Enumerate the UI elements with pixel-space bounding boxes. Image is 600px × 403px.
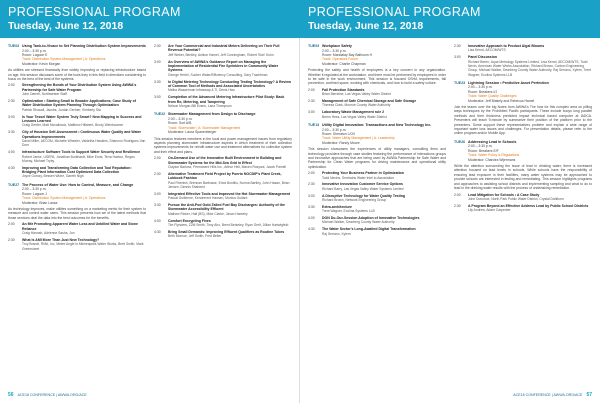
talk-time: 4:00: [154, 218, 161, 223]
session-block: [154, 44, 292, 108]
talk-item: [154, 219, 292, 228]
talk-body: [22, 222, 146, 235]
session-title: Utility Digital Innovation: Transactions and New Technology Inc.: [322, 122, 432, 127]
talk-authors: Troy Brandt, RMA, Inc, Melee Angle in Minneapolis Water Works, Brett Smith, Mark Greensheet: [22, 242, 144, 251]
right-col-1: [308, 44, 446, 374]
talk-authors: Lisa Kernd, AECOM/WTS: [468, 48, 506, 53]
talk-time: 2:30: [308, 182, 315, 187]
session-block: [8, 44, 146, 179]
session-moderator: Moderator: Brian Lanza: [22, 200, 58, 205]
talk-item: [308, 182, 446, 191]
session-moderator: Moderator: Chandra Wijermans: [468, 157, 516, 162]
talk-title: An Overview of AWWA's Guidance Report on Managing the Implementation of Residential Fire Sprinklers in Community Water Systems: [168, 59, 279, 73]
session-code: TUE27: [8, 182, 20, 187]
talk-item: [8, 130, 146, 147]
session-moderator: Moderator: Laura Spanenberger: [168, 130, 217, 135]
talk-title: What Is AMI More Than Just New Technology?: [22, 237, 100, 242]
talk-body: [22, 150, 146, 163]
talk-time: 2:00: [308, 171, 315, 176]
page-number: 56: [8, 392, 14, 398]
program-date: Tuesday, June 12, 2018: [8, 20, 124, 32]
talk-body: [168, 60, 292, 78]
talk-time: 3:30: [154, 79, 161, 84]
talk-time: 3:00: [454, 55, 461, 60]
talk-authors: Trent Wagner, Ecolina Systems LLB: [322, 209, 375, 214]
talk-title: Protecting Your Business Partner in Optimization: [322, 171, 404, 176]
talk-title: Panel Discussion: [468, 55, 497, 60]
session-track: Track: Distribution System Management | A: Operations: [22, 57, 106, 62]
right-columns: [300, 44, 600, 374]
talk-body: [168, 44, 292, 57]
left-banner: [0, 0, 300, 38]
talk-time: 2:30: [308, 99, 315, 104]
talk-item: [8, 222, 146, 235]
session-room: Room: Mandalay Bay Ballroom H: [322, 53, 373, 57]
talk-time: 3:00: [8, 114, 15, 119]
talk-title: City of Houston Self-Assessment • Continuous Water Quality and Water Operations Improvements: [22, 130, 142, 139]
right-page: [300, 0, 600, 403]
talk-item: [154, 172, 292, 189]
talk-title: Optimization • Starting Small to Broader Applications; Case Study of Water Distribution System Planning Through Optimization: [22, 99, 136, 108]
talk-authors: Richard Barry, Las Vegas Valley Water Systems Limited: [322, 186, 404, 191]
session-info: [322, 123, 446, 145]
talk-body: [322, 110, 446, 119]
program-title: PROFESSIONAL PROGRAM: [8, 5, 181, 19]
session-code: TUE13: [308, 122, 320, 127]
talk-title: Integrated Effective Tools and Improved the Hot Stormwater Management: [168, 191, 291, 196]
session-info: [322, 44, 446, 66]
talk-item: [8, 99, 146, 112]
talk-item: [8, 115, 146, 128]
session-description: Protecting the safety and health of employees is a key concern in any organization. Whether it regulated at the workstation, and there must be performed by employees in order to be safe in the work environment. This session is focused OSHA requirements, fall prevention, confined space, working with chemicals, and how to build a safety culture.: [308, 68, 446, 86]
talk-item: [308, 99, 446, 108]
talk-title: Pursue the Anti-Pod Gold-Tailed Fuel Bay Discharges: Authority of the Stormwater Accessibility Effluent: [168, 202, 285, 212]
session-info: [22, 44, 146, 66]
talk-body: [322, 182, 446, 191]
session-time: 2:00 – 3:30 p.m.: [468, 85, 493, 90]
session-room: Room: Lagoon J: [22, 191, 47, 196]
talk-title: Innovative Innovation Customer Service Options: [322, 182, 403, 187]
session-time: 2:00 – 3:30 p.m.: [468, 144, 493, 149]
talk-body: [168, 156, 292, 169]
session-header: [8, 183, 146, 205]
session-time: 2:00 – 3:30 p.m.: [168, 116, 193, 121]
session-block: [308, 44, 446, 119]
talk-authors: Beth Monroe, Jeff Smith, Fred Beller: [168, 234, 222, 239]
talk-item: [454, 193, 592, 202]
talk-item: [154, 192, 292, 201]
talk-item: [154, 60, 292, 78]
session-description: This session showcases the experiences of utility managers, consulting firms and technology providers through case studies featuring the performance of interactions groups and innovative approaches that are being used by AWWA Partnership for Safe Water and Partnership for Clean Water programs for driving maintenance and operational utility optimization.: [308, 147, 446, 169]
session-track: Track: Stormwater | A: Stormwater Management: [168, 125, 241, 130]
session-header: [454, 81, 592, 103]
talk-body: [468, 55, 592, 77]
talk-authors: David Miller, AECOM, Michelle Wheeler, Valdetha Hawkins, Shannon Rodriguez-Van Dorn: [22, 139, 146, 148]
session-info: [468, 140, 592, 162]
session-time: 2:00 – 3:30 p.m.: [322, 48, 347, 53]
talk-time: 4:30: [308, 227, 315, 232]
session-title: Stormwater Management from Design to Discharge: [168, 112, 256, 117]
session-title: The Process of Water Use: How to Control, Measure, and Change: [22, 182, 134, 187]
talk-time: 2:30: [8, 99, 15, 104]
talk-authors: Lily Andrew, Adam Carpenter: [468, 208, 511, 213]
talk-title: Innovative Approach to Product Algal Blooms: [468, 44, 545, 48]
talk-authors: George Hertel, Sucher Water/Efficiency Consulting, Gary Trachtman: [168, 72, 268, 77]
right-col-2: [454, 44, 592, 374]
talk-authors: Robert Janke, USEPA, Jonathan Burkhardt, Mike Ernst, Terra Haxton, Regan Murray, Michael Tryby: [22, 154, 135, 163]
session-block: [308, 123, 446, 236]
talk-title: Improving and Transforming Data Collection and Tool Reputation: Bridging Plant Information Cost Optimized Data Collection: [22, 165, 132, 175]
session-time: 2:00 – 3:30 p.m.: [22, 48, 47, 53]
session-block: [454, 140, 592, 213]
talk-body: [22, 238, 146, 251]
talk-body: [468, 193, 592, 202]
talk-authors: Richard Brown, Network Engineering Group: [322, 198, 387, 203]
talk-body: [168, 192, 292, 201]
talk-body: [322, 88, 446, 97]
talk-time: 3:00: [308, 193, 315, 198]
session-title: Workplace Safety: [322, 44, 352, 48]
session-title: Lightning Session • Predictive Asset Perfection: [468, 80, 549, 85]
program-date: Tuesday, June 12, 2018: [308, 20, 424, 32]
talk-item: [8, 83, 146, 96]
talk-time: 3:30: [8, 130, 15, 135]
talk-body: [168, 95, 292, 108]
talk-authors: Richard Beren, Aqua Metrology Systems Limited, Lisa Kernd, AECOM/WTS, Todd Nevin, American Water Works Association, Richard Brown, Carbon Engineering Group, Michael Walker, Dearberg County Water Authority, Raj Serrano, Xylem, Trent Wagner, Ecolina Systems LLB: [468, 59, 592, 77]
talk-authors: Raj Serrano, Xylem: [322, 231, 351, 236]
session-block: [154, 112, 292, 238]
talk-authors: Pascal Guillerme, Kendrerent Hansen, Monica Gullard: [168, 196, 248, 201]
talk-body: [322, 171, 446, 180]
talk-body: [322, 99, 446, 108]
left-footer: [0, 391, 300, 399]
talk-authors: John Darrell, Northwester Staff: [22, 92, 68, 97]
session-description: Join the teams over the big Notes from AWWA's The how for this complex area on pilling ways techniques by the Prohibited Pacific participants. These include buoys long parallel methods and their thickness predicted impact technical based computer at IADCA. Presenters will teach 9-minute by summarize their position of the platform prior to the presenters. Some support these representatives problem and explain a wide range of important water loss issues and challenges. For presentation details, please refer to the online program and/or Mobile App.: [454, 105, 592, 136]
talk-body: [322, 194, 446, 203]
talk-time: 3:00: [154, 59, 161, 64]
session-code: TUE23: [454, 80, 466, 85]
session-track: Track: Water Utility Management | A: Leadership: [322, 136, 395, 141]
talk-title: Infrastructure Software Tools to Support Water Security and Resilience: [22, 150, 141, 155]
session-info: [468, 81, 592, 103]
talk-item: [154, 80, 292, 93]
talk-body: [468, 44, 592, 53]
talk-time: 2:00: [8, 222, 15, 227]
session-block: [454, 81, 592, 136]
left-col-2: [154, 44, 292, 374]
session-room: Room: Breakers I/J: [468, 89, 498, 94]
talk-item: [154, 230, 292, 239]
talk-authors: Michael Walker, Dearberg County Water Authority: [322, 220, 395, 225]
session-description: As utilities are stressed financially from widely improving or replacing infrastructure based on age, this session discusses some of the tools they in this field in directions considering to focus on the best of the best of the systems.: [8, 68, 146, 82]
talk-authors: Paul Rhenish, Brennan Barbusse, Erica Bontiliu, Norma Bartley, John Hasan, Brian Jensen, Dennis Shaheed: [168, 180, 290, 189]
page-number: 57: [586, 392, 592, 398]
talk-item: [454, 204, 592, 213]
session-title: Addressing Lead in Schools: [468, 139, 517, 144]
talk-title: Extra-architecture: [322, 204, 352, 209]
talk-time: 3:00: [154, 191, 161, 196]
talk-time: 2:30: [154, 44, 161, 48]
talk-item: [154, 156, 292, 169]
talk-time: 2:00: [154, 156, 161, 161]
talk-item: [308, 194, 446, 203]
talk-title: Alternative Treatment Field Project by Puerto NOCDIP's Plant Creek, Lubbock Fashion: [168, 171, 282, 181]
talk-authors: Nelson Morgan-Bill Evans, Lana Thompson: [168, 104, 232, 109]
talk-item: [308, 171, 446, 180]
talk-authors: Joyce Gorcsy, Bessen Wuhe, Gareth Nigh: [22, 174, 84, 179]
talk-item: [308, 205, 446, 214]
talk-time: 3:30: [154, 202, 161, 207]
talk-item: [8, 238, 146, 251]
talk-authors: Melba Wasserman Infraswap & Ti, Denis Hwu: [168, 88, 235, 93]
talk-body: [168, 80, 292, 93]
talk-time: 3:30: [308, 204, 315, 209]
talk-title: In Digital Metering Technology Conducting Testing Technology? A Review of Common Tool of Methods and Associated Uncertainties: [168, 79, 292, 89]
session-moderator: Moderator: Kevin Morgan: [22, 61, 61, 66]
talk-item: [154, 95, 292, 108]
session-track: Track: Operators Forum: [322, 57, 359, 62]
session-title: Using Tank-to-Vivace to Set Planning Distribution System Improvements: [22, 44, 146, 48]
right-footer: [300, 391, 600, 399]
footer-text: ACE18 CONFERENCE | AWWA.ORG/ACE: [513, 393, 583, 397]
session-description: While the attention surrounding the issue of lead in drinking water, there is increased attention focused on lead levels in schools. While schools have the responsibility of ensuring lead exposure in their facilities, many water systems may be approached to provide schools are interested in testing and remediating. This session highlights programs and approaches to assisting school districts and implementing sampling and what to do to lead in the drinking water results with the process of undertaking remediation.: [454, 164, 592, 191]
talk-item: [308, 110, 446, 119]
session-info: [22, 183, 146, 205]
talk-title: Laboratory Waste Management rule 2: [322, 110, 385, 115]
talk-time: 2:00: [8, 83, 15, 88]
talk-title: Are Your Commercial and Industrial Meters Delivering on Their Full Revenue Potential?: [168, 44, 280, 53]
session-moderator: Moderator: Randy Moore: [322, 140, 360, 145]
session-header: [154, 112, 292, 134]
talk-item: [454, 55, 592, 77]
talk-body: [168, 230, 292, 239]
session-header: [8, 44, 146, 66]
session-code: TUE03: [8, 44, 20, 48]
talk-authors: Tim Flynders, Z2M Smith, Tony Aho, Brent Berkeley, Ryan Greif, Jillian Hartwigfeld: [168, 222, 289, 227]
talk-title: Management of Safe Chemical Storage and Safe Storage: [322, 99, 417, 104]
talk-body: [22, 115, 146, 128]
session-description: This session features members in the local and power management issues from regulatory aspects planning stormwater infrastructure aspects in which treatment of their collection systems improvements for retrofit water use and treatment alternatives for collection system and their effect and plans.: [154, 136, 292, 154]
session-room: Room: Sheraton L/O/I: [322, 131, 355, 136]
session-code: TUE03: [308, 44, 320, 48]
talk-authors: Brian Bierstine, Las Vegas Valley Water District: [322, 92, 391, 97]
talk-time: 3:00: [308, 110, 315, 115]
talk-title: Bring Small Demands: Improving Effluent Qualifiers as Routine Tubes: [168, 229, 285, 234]
session-moderator: Moderator: Charlie Chapman: [322, 61, 366, 66]
session-track: Track: Distribution System Management | A: Operations: [22, 196, 106, 201]
talk-authors: John Donohue, North Park Public Water District, Crystal Dahlbom: [468, 196, 564, 201]
session-room: Room: Lagoon E: [22, 53, 48, 57]
talk-authors: Patrick Rinaudl, Jacobs, Jordan Gertner, Kimberly Sta: [22, 107, 101, 112]
talk-time: 4:00: [8, 150, 15, 155]
session-header: [308, 44, 446, 66]
session-code: TUE26: [454, 139, 466, 144]
talk-time: 4:00: [308, 216, 315, 221]
talk-body: [168, 219, 292, 228]
session-time: 2:00 – 3:30 p.m.: [322, 127, 347, 132]
talk-authors: Theresa Clark, Monroe County Water Authority: [322, 103, 391, 108]
session-description: As technology improves, make utilities something on a marketing metric for their system to measure and control water users. This session presents how we of the latest methods that those services deal the data into the best outcomes for the benefits.: [8, 207, 146, 220]
talk-item: [8, 150, 146, 163]
session-track: Track: Water Quality Challenges: [468, 94, 517, 99]
talk-title: Is Your Tessel Water System Truly Smart? New Mapping in Success and Lessons Learned: [22, 114, 142, 124]
talk-time: 2:00: [308, 87, 315, 92]
talk-time: 4:30: [154, 229, 161, 234]
talk-title: Fall Protection Standards: [322, 87, 365, 92]
talk-title: On-Demand Use of the Innovative Built Environment in Building and Stormwater Systems for the Mid-Sea Grid in Effect: [168, 156, 282, 165]
talk-item: [8, 166, 146, 179]
talk-item: [154, 44, 292, 57]
talk-item: [308, 216, 446, 225]
talk-body: [22, 99, 146, 112]
talk-time: 2:30: [454, 203, 461, 208]
talk-body: [322, 205, 446, 214]
talk-authors: Brenn Hess, Las Vegas Valley Water District: [322, 114, 387, 119]
talk-title: DON Do-Our-Session Adoption of Innovative Technologies: [322, 216, 420, 221]
talk-body: [168, 172, 292, 189]
talk-title: Strengthening the Bonds of Your Distribution System Using AWWA's Partnership for Safe Water Program: [22, 83, 137, 92]
right-banner: [300, 0, 600, 38]
talk-title: Comfort Encrypting Fixes: [168, 218, 211, 223]
talk-item: [308, 227, 446, 236]
session-moderator: Moderator: Jeff Blakely and Rebecca Hamel: [468, 98, 535, 103]
session-header: [454, 140, 592, 162]
talk-title: Completion of the Advanced Metering Infrastructure Pilot Study: Back from Ro, Metering, and Tampering: [168, 95, 285, 104]
talk-authors: Jeff Weber, Bentley, Ashton Hamel, Jeff Cunningham, Robert 'Bob' Kohn: [168, 52, 274, 57]
talk-title: A Program Beyond an Effective Address Lead by Public School Districts: [468, 203, 589, 208]
talk-authors: Todd Nevins, Smrtrains Water Intel to Association: [322, 175, 395, 180]
session-room: Room: Breakers E/F: [468, 148, 499, 153]
talk-body: [22, 83, 146, 96]
talk-item: [308, 88, 446, 97]
session-track: Track: Water Policy & Regulations: [468, 153, 520, 158]
talk-title: The Water Sector's Long-Awaited Digital Transformation: [322, 227, 416, 232]
talk-time: 2:30: [154, 171, 161, 176]
session-time: 2:00 – 3:30 p.m.: [22, 187, 47, 192]
talk-authors: Mathew Ricker, Hall (BS), Mike Clarke, Jason Hamelry: [168, 211, 248, 216]
session-block: [454, 44, 592, 77]
program-title: PROFESSIONAL PROGRAM: [308, 5, 481, 19]
left-col-1: [8, 44, 146, 374]
talk-item: [454, 44, 592, 53]
session-header: [308, 123, 446, 145]
talk-time: 2:30: [8, 237, 15, 242]
footer-text: ACE18 CONFERENCE | AWWA.ORG/ACE: [17, 393, 87, 397]
talk-body: [468, 204, 592, 213]
talk-body: [322, 216, 446, 225]
session-room: Room: Surf A/B: [168, 121, 192, 126]
talk-authors: Craig Hannah, Adrienne Sasha, Jon: [22, 231, 75, 236]
talk-item: [154, 203, 292, 216]
session-code: TUE22: [154, 112, 166, 117]
session-info: [168, 112, 292, 134]
talk-body: [168, 203, 292, 216]
talk-title: A Disruptive Technology for Water Quality Testing: [322, 193, 406, 198]
talk-time: 2:30: [454, 44, 461, 48]
talk-title: An Mtr Promoting Apparent Water Loss and Unbilled Water and Stone Reliance: [22, 222, 138, 231]
talk-time: 2:00: [454, 192, 461, 197]
talk-time: 3:00: [154, 95, 161, 100]
talk-title: Lead Mitigation for Schools • A Case Study: [468, 192, 540, 197]
talk-body: [22, 166, 146, 179]
talk-time: 4:30: [8, 165, 15, 170]
talk-authors: Craig Genter, Matt Mccalinsdz, Matthew Hillsbert, Brody Weinbaumer: [22, 123, 124, 128]
talk-body: [322, 227, 446, 236]
talk-body: [22, 130, 146, 147]
session-block: [8, 183, 146, 251]
left-columns: [0, 44, 300, 374]
talk-authors: Clayton Bartosz, Permanent Hills Inc., Arthur Heil, Maven Rosyani, Jacob Pamell: [168, 165, 287, 169]
